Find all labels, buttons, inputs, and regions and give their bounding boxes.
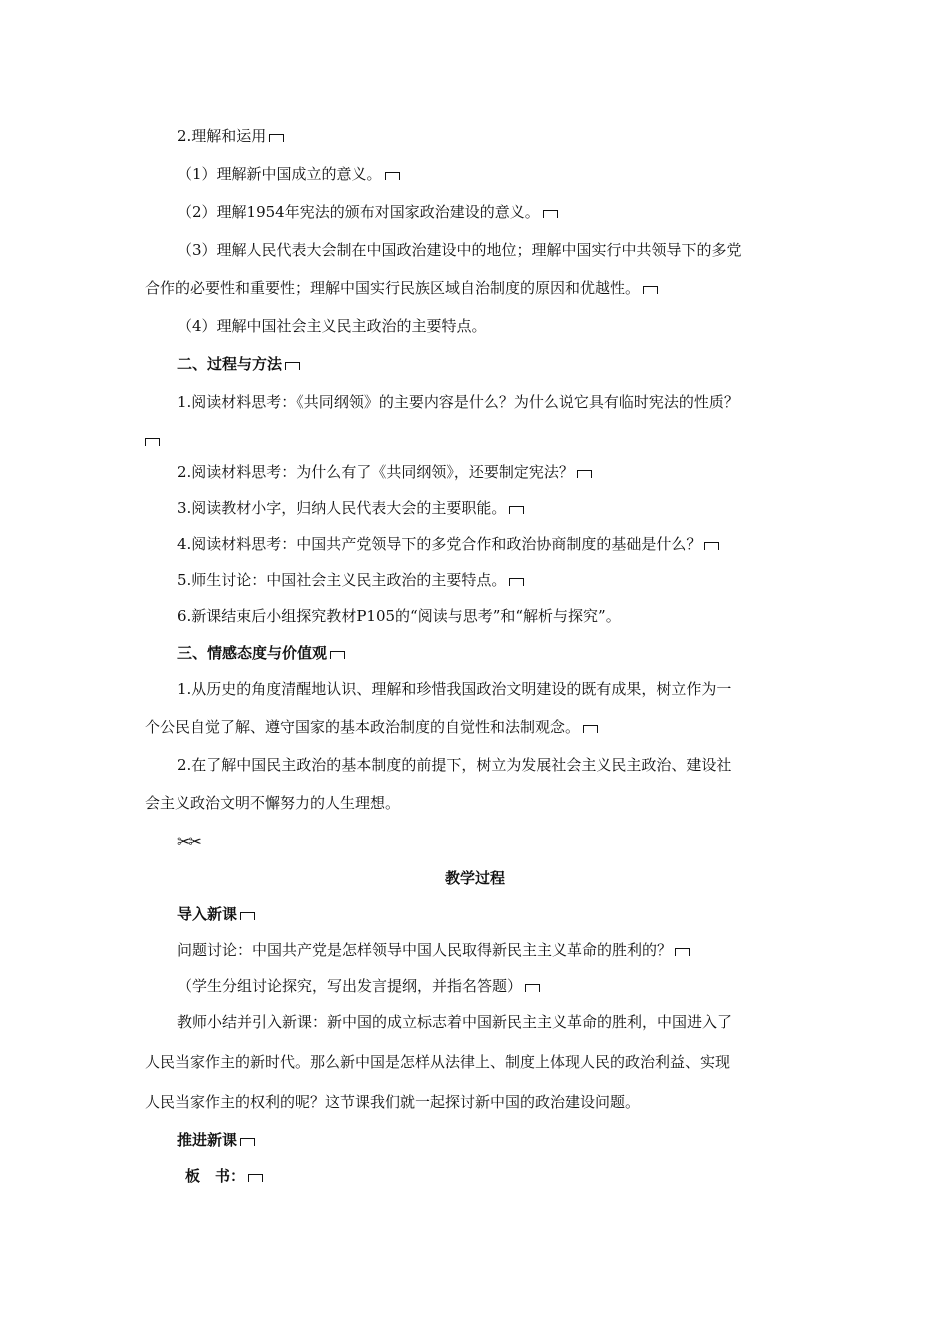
values-item: 1.从历史的角度清醒地认识、理解和珍惜我国政治文明建设的既有成果，树立作为一	[177, 680, 732, 698]
objective-item-continued: 合作的必要性和重要性；理解中国实行民族区域自治制度的原因和优越性。	[145, 278, 658, 298]
paragraph-mark	[643, 286, 658, 294]
summary-paragraph: 教师小结并引入新课：新中国的成立标志着中国新民主主义革命的胜利，中国进入了	[177, 1013, 733, 1031]
paragraph-mark	[145, 438, 160, 446]
values-item-continued: 个公民自觉了解、遵守国家的基本政治制度的自觉性和法制观念。	[145, 717, 598, 737]
section-heading-process: 二、过程与方法	[177, 354, 300, 374]
advance-heading: 推进新课	[177, 1130, 255, 1150]
paragraph-mark	[704, 542, 719, 550]
paragraph-mark	[543, 210, 558, 218]
process-item: 3.阅读教材小字，归纳人民代表大会的主要职能。	[177, 498, 524, 518]
process-item: 1.阅读材料思考：《共同纲领》的主要内容是什么？为什么说它具有临时宪法的性质？	[177, 393, 739, 411]
objective-item: （2）理解1954年宪法的颁布对国家政治建设的意义。	[177, 202, 558, 222]
paragraph-mark	[675, 948, 690, 956]
section-heading-values: 三、情感态度与价值观	[177, 643, 345, 663]
objective-item: （3）理解人民代表大会制在中国政治建设中的地位；理解中国实行中共领导下的多党	[177, 241, 742, 259]
paragraph-mark	[577, 470, 592, 478]
paragraph-mark	[248, 1174, 263, 1182]
summary-paragraph-continued: 人民当家作主的权利的呢？这节课我们就一起探讨新中国的政治建设问题。	[145, 1093, 641, 1111]
process-item: 2.阅读材料思考：为什么有了《共同纲领》，还要制定宪法？	[177, 462, 592, 482]
discussion-question: 问题讨论：中国共产党是怎样领导中国人民取得新民主主义革命的胜利的？	[177, 940, 690, 960]
paragraph-mark	[509, 506, 524, 514]
paragraph-mark	[583, 725, 598, 733]
values-item: 2.在了解中国民主政治的基本制度的前提下，树立为发展社会主义民主政治、建设社	[177, 756, 732, 774]
discussion-note: （学生分组讨论探究，写出发言提纲，并指名答题）	[177, 976, 540, 996]
section-title: 教学过程	[444, 869, 505, 887]
objective-item: （4）理解中国社会主义民主政治的主要特点。	[177, 317, 487, 335]
paragraph-mark	[525, 984, 540, 992]
summary-paragraph-continued: 人民当家作主的新时代。那么新中国是怎样从法律上、制度上体现人民的政治利益、实现	[145, 1053, 731, 1071]
process-item: 5.师生讨论：中国社会主义民主政治的主要特点。	[177, 570, 524, 590]
process-item-continued	[145, 430, 160, 450]
ornament-icon: ✂✂	[177, 832, 200, 851]
paragraph-mark	[509, 578, 524, 586]
objective-item: （1）理解新中国成立的意义。	[177, 164, 400, 184]
intro-heading: 导入新课	[177, 904, 255, 924]
paragraph-mark	[330, 651, 345, 659]
paragraph-mark	[285, 362, 300, 370]
paragraph-mark	[240, 1138, 255, 1146]
board-heading: 板 书：	[185, 1166, 263, 1186]
process-item: 4.阅读材料思考：中国共产党领导下的多党合作和政治协商制度的基础是什么？	[177, 534, 719, 554]
process-item: 6.新课结束后小组探究教材P105的“阅读与思考”和“解析与探究”。	[177, 607, 621, 625]
values-item-continued: 会主义政治文明不懈努力的人生理想。	[145, 794, 401, 812]
paragraph-mark	[240, 912, 255, 920]
section-heading-understand: 2.理解和运用	[177, 126, 284, 146]
paragraph-mark	[269, 134, 284, 142]
paragraph-mark	[385, 172, 400, 180]
